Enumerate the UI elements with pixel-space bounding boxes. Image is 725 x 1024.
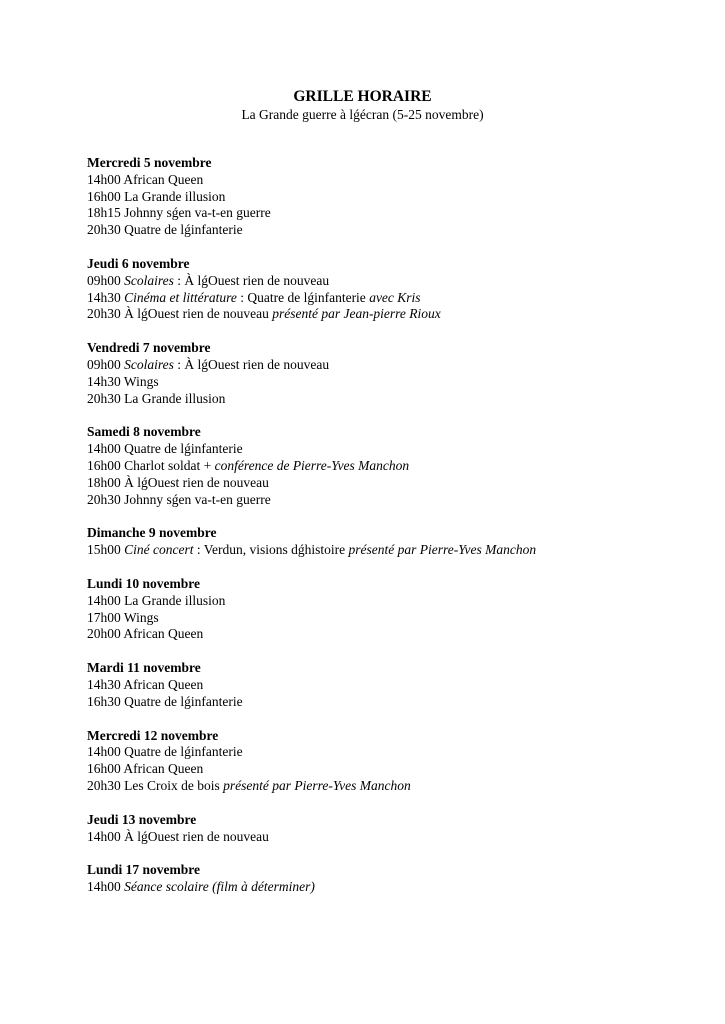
schedule-entry [87,626,707,643]
day-heading: Lundi 10 novembre [87,575,201,591]
schedule [87,155,707,913]
schedule-entry [87,694,707,711]
entry-text: 20h30 Quatre de lǵinfanterie [87,222,243,238]
day-heading: Jeudi 6 novembre [87,255,190,271]
entry-text: 14h00 [87,879,125,895]
document-header [0,87,725,123]
entry-text: 20h30 Les Croix de bois [87,777,224,793]
entry-italic-text: Cinéma et littérature [124,289,237,305]
entry-text: : Quatre de lǵinfanterie [236,289,370,305]
schedule-entry [87,829,707,846]
entry-text: : Verdun, visions dǵhistoire [193,542,349,558]
entry-text: 14h30 African Queen [87,676,204,692]
day-section [87,576,707,643]
day-section [87,728,707,795]
entry-text: : À lǵOuest rien de nouveau [173,356,330,372]
day-section [87,660,707,710]
entry-italic-text: Scolaires [124,356,174,372]
day-section [87,256,707,323]
schedule-entry [87,189,707,206]
entry-italic-text: présenté par Jean-pierre Rioux [272,306,441,322]
schedule-entry [87,677,707,694]
schedule-entry [87,205,707,222]
day-heading: Mardi 11 novembre [87,660,201,676]
schedule-entry [87,441,707,458]
day-section [87,812,707,846]
schedule-entry [87,610,707,627]
schedule-entry [87,542,707,559]
entry-italic-text: Ciné concert [124,542,194,558]
entry-text: 14h00 La Grande illusion [87,592,226,608]
page-title: GRILLE HORAIRE [293,88,432,105]
entry-text: 16h00 Charlot soldat + [87,457,215,473]
entry-text: 20h30 À lǵOuest rien de nouveau [87,306,273,322]
schedule-entry [87,744,707,761]
day-section [87,525,707,559]
schedule-entry [87,391,707,408]
schedule-entry [87,172,707,189]
schedule-entry [87,778,707,795]
entry-text: 14h00 African Queen [87,171,204,187]
entry-text: 16h00 La Grande illusion [87,188,226,204]
entry-text: 20h30 Johnny sǵen va-t-en guerre [87,491,271,507]
schedule-entry [87,475,707,492]
schedule-entry [87,458,707,475]
day-heading: Samedi 8 novembre [87,424,201,440]
day-section [87,424,707,508]
entry-text: 14h30 [87,289,125,305]
schedule-entry [87,357,707,374]
entry-text: 14h00 À lǵOuest rien de nouveau [87,828,269,844]
entry-italic-text: présenté par Pierre-Yves Manchon [223,777,411,793]
entry-text: 09h00 [87,272,125,288]
page-subtitle: La Grande guerre à lǵécran (5-25 novembre) [241,107,484,122]
entry-text: 09h00 [87,356,125,372]
entry-text: 15h00 [87,542,125,558]
entry-text: 18h15 Johnny sǵen va-t-en guerre [87,205,271,221]
day-heading: Mercredi 5 novembre [87,155,212,170]
entry-text: 17h00 Wings [87,609,159,625]
entry-text: 14h00 Quatre de lǵinfanterie [87,441,243,457]
schedule-entry [87,273,707,290]
schedule-entry [87,879,707,896]
entry-text: 14h30 Wings [87,373,159,389]
entry-italic-text: présenté par Pierre-Yves Manchon [348,542,537,558]
day-section [87,155,707,239]
day-section [87,862,707,896]
day-heading: Mercredi 12 novembre [87,727,219,743]
schedule-entry [87,492,707,509]
schedule-entry [87,306,707,323]
entry-italic-text: conférence de Pierre-Yves Manchon [214,457,410,473]
day-heading: Dimanche 9 novembre [87,525,217,541]
day-heading: Lundi 17 novembre [87,862,201,878]
entry-text: 18h00 À lǵOuest rien de nouveau [87,474,269,490]
entry-text: : À lǵOuest rien de nouveau [173,272,330,288]
day-heading: Jeudi 13 novembre [87,811,197,827]
day-section [87,340,707,407]
schedule-entry [87,290,707,307]
schedule-entry [87,593,707,610]
entry-text: 14h00 Quatre de lǵinfanterie [87,744,243,760]
entry-italic-text: Scolaires [124,272,174,288]
day-heading: Vendredi 7 novembre [87,340,211,356]
schedule-entry [87,761,707,778]
entry-italic-text: Séance scolaire (film à déterminer) [124,879,315,895]
entry-text: 16h30 Quatre de lǵinfanterie [87,693,243,709]
schedule-entry [87,374,707,391]
schedule-entry [87,222,707,239]
entry-text: 16h00 African Queen [87,761,204,777]
entry-text: 20h00 African Queen [87,626,204,642]
entry-italic-text: avec Kris [369,289,421,305]
entry-text: 20h30 La Grande illusion [87,390,226,406]
